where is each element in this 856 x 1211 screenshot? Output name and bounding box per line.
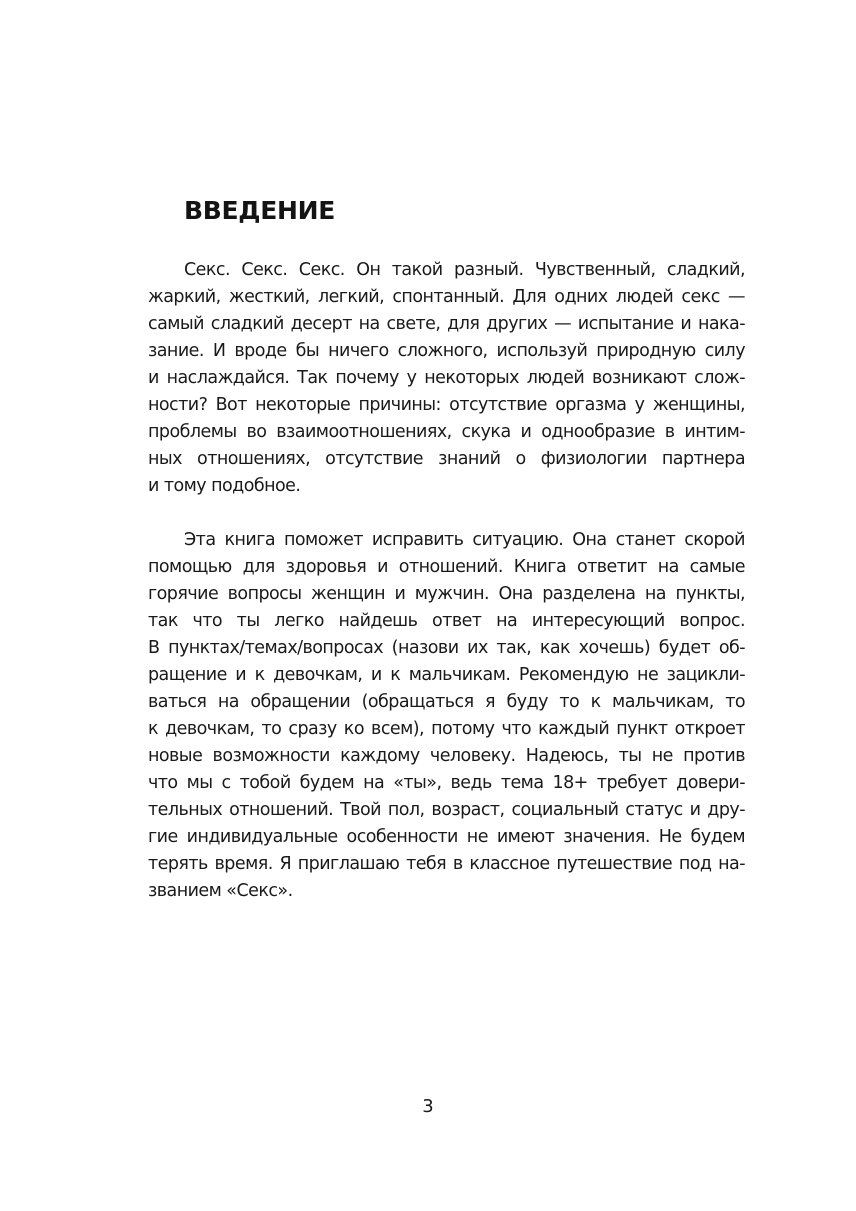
text-line: что мы с тобой будем на «ты», ведь тема 18+ требует довери-	[148, 773, 745, 793]
text-line: терять время. Я приглашаю тебя в классное путешествие под на-	[148, 854, 745, 874]
text-line: гие индивидуальные особенности не имеют значения. Не будем	[148, 827, 745, 847]
text-line: Секс. Секс. Секс. Он такой разный. Чувственный, сладкий,	[184, 260, 745, 280]
chapter-heading: ВВЕДЕНИЕ	[184, 196, 336, 225]
text-line: так что ты легко найдешь ответ на интересующий вопрос.	[148, 611, 745, 631]
page-number: 3	[422, 1096, 434, 1117]
text-line: жаркий, жесткий, легкий, спонтанный. Для одних людей секс —	[148, 287, 745, 307]
text-line: помощью для здоровья и отношений. Книга ответит на самые	[148, 557, 745, 577]
text-line: ращение и к девочкам, и к мальчикам. Рекомендую не зацикли-	[148, 665, 745, 685]
text-line: Эта книга поможет исправить ситуацию. Она станет скорой	[184, 530, 745, 550]
paragraph-book-purpose	[148, 527, 745, 905]
paragraph-intro	[148, 257, 745, 500]
text-line: к девочкам, то сразу ко всем), потому что каждый пункт откроет	[148, 719, 745, 739]
text-line: званием «Секс».	[148, 881, 293, 901]
text-line: тельных отношений. Твой пол, возраст, социальный статус и дру-	[148, 800, 745, 820]
text-line: ности? Вот некоторые причины: отсутствие оргазма у женщины,	[148, 395, 745, 415]
text-line: ваться на обращении (обращаться я буду то к мальчикам, то	[148, 692, 745, 712]
text-line: горячие вопросы женщин и мужчин. Она разделена на пункты,	[148, 584, 745, 604]
text-line: зание. И вроде бы ничего сложного, используй природную силу	[148, 341, 745, 361]
text-line: новые возможности каждому человеку. Надеюсь, ты не против	[148, 746, 745, 766]
text-line: В пунктах/темах/вопросах (назови их так, как хочешь) будет об-	[148, 638, 745, 658]
text-line: и наслаждайся. Так почему у некоторых людей возникают слож-	[148, 368, 745, 388]
text-line: ных отношениях, отсутствие знаний о физиологии партнера	[148, 449, 745, 469]
text-line: самый сладкий десерт на свете, для других — испытание и нака-	[148, 314, 745, 334]
text-line: и тому подобное.	[148, 476, 301, 496]
text-line: проблемы во взаимоотношениях, скука и однообразие в интим-	[148, 422, 745, 442]
